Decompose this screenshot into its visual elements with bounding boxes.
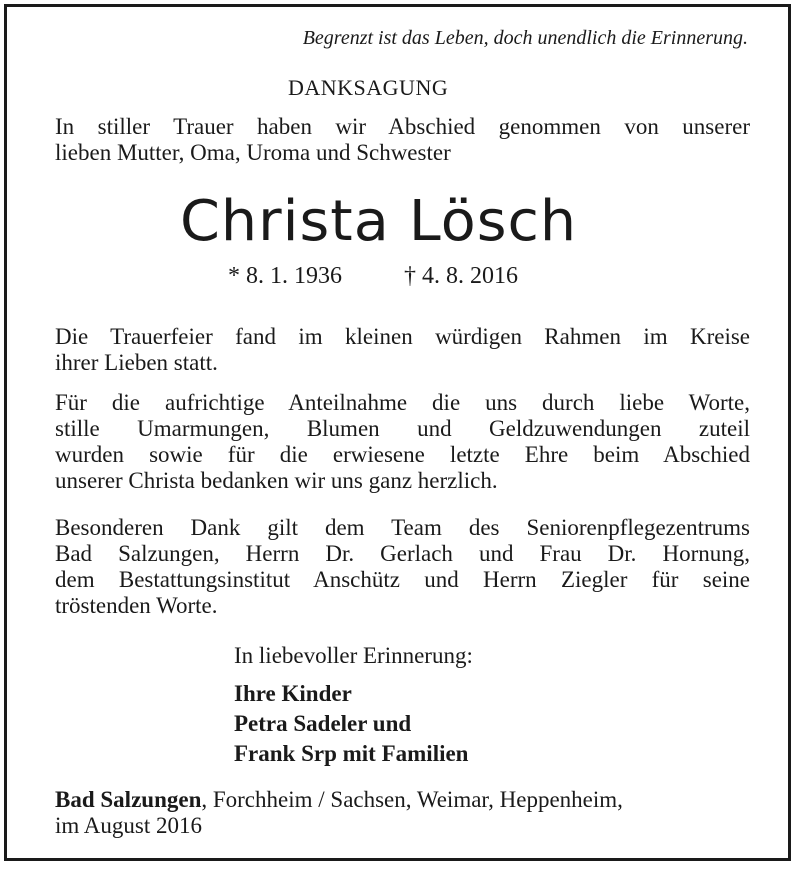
special-thanks-line-3: dem Bestattungsinstitut Anschütz und Herrn Ziegler für seine [55,567,750,592]
special-thanks-line-1: Besonderen Dank gilt dem Team des Seniorenpflegezentrums [55,515,750,540]
death-date: † 4. 8. 2016 [404,263,518,289]
thanks-line-4: unserer Christa bedanken wir uns ganz herzlich. [55,468,498,493]
thanks-line-2: stille Umarmungen, Blumen und Geldzuwendungen zuteil [55,416,750,441]
ceremony-line-2: ihrer Lieben statt. [55,350,218,375]
birth-date: * 8. 1. 1936 [228,263,342,289]
intro-line-2: lieben Mutter, Oma, Uroma und Schwester [55,140,451,165]
place-primary: Bad Salzungen [55,787,202,812]
motto-quote: Begrenzt ist das Leben, doch unendlich die Erinnerung. [302,27,748,49]
signer-line-3: Frank Srp mit Familien [234,741,469,766]
ceremony-line-1: Die Trauerfeier fand im kleinen würdigen Rahmen im Kreise [55,324,750,349]
signer-line-1: Ihre Kinder [234,681,352,706]
place-others: , Forchheim / Sachsen, Weimar, Heppenheim, [201,787,623,812]
intro-line-1: In stiller Trauer haben wir Abschied genommen von unserer [55,114,750,139]
special-thanks-line-4: tröstenden Worte. [55,593,218,618]
deceased-name: Christa Lösch [180,189,578,254]
date-line: im August 2016 [55,813,202,838]
special-thanks-paragraph [55,515,750,619]
notice-heading: DANKSAGUNG [288,75,449,100]
special-thanks-line-2: Bad Salzungen, Herrn Dr. Gerlach und Frau Dr. Hornung, [55,541,750,566]
thanks-paragraph [55,390,750,494]
place-and-date [55,787,623,839]
signer-line-2: Petra Sadeler und [234,711,412,736]
thanks-line-3: wurden sowie für die erwiesene letzte Ehre beim Abschied [55,442,750,467]
thanks-line-1: Für die aufrichtige Anteilnahme die uns durch liebe Worte, [55,390,750,415]
intro-paragraph [55,114,750,166]
ceremony-paragraph [55,324,750,376]
signature-intro: In liebevoller Erinnerung: [234,643,473,668]
